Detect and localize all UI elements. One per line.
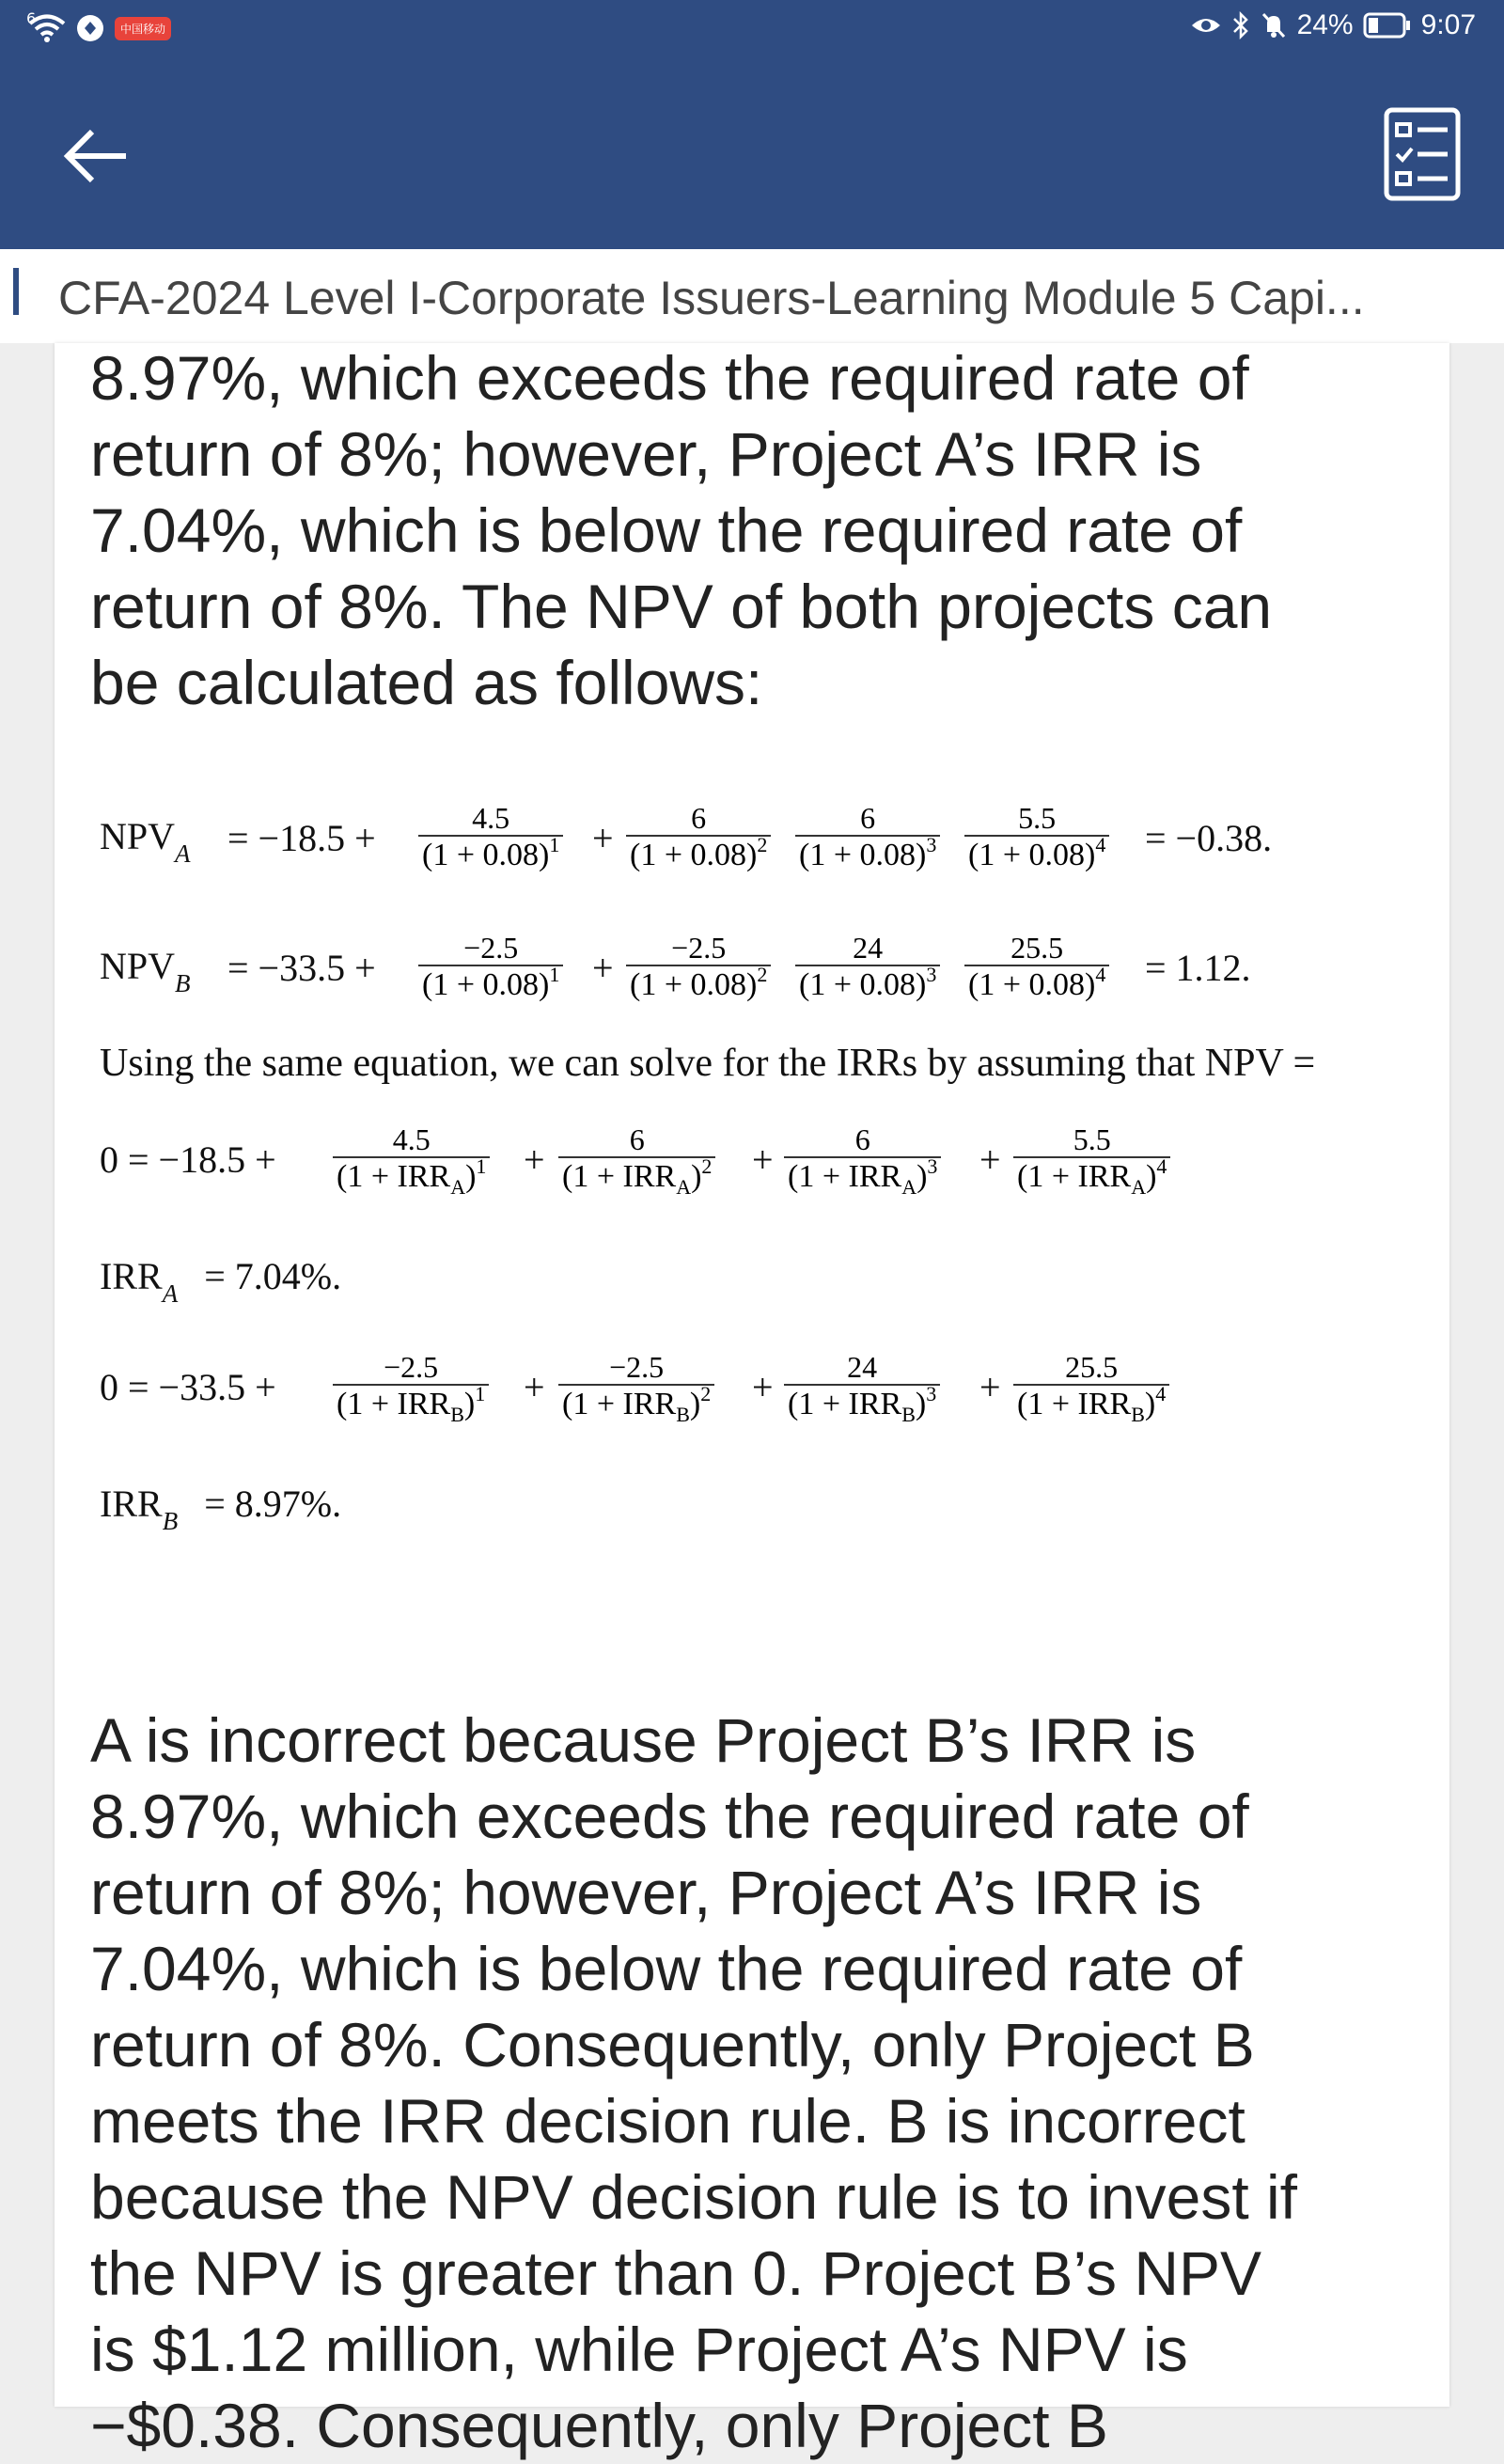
battery-percent: 24% — [1296, 9, 1354, 40]
npv-a-label: $NPV_A$ — [100, 815, 191, 868]
title-accent — [13, 268, 19, 315]
eye-icon — [1190, 14, 1222, 37]
checklist-icon[interactable] — [1384, 107, 1461, 201]
clock: 9:07 — [1420, 9, 1476, 40]
npv-a-frac-1: $\frac{4.5}{(1 + 0.08)^1}$ — [418, 801, 563, 877]
irr-b-frac-1: −2.5 $(1 + IRR_B)^1$ — [333, 1350, 489, 1426]
npv-b-eq: = −33.5 + — [227, 947, 376, 989]
plus-sign: + — [752, 1138, 774, 1181]
npv-b-result: = 1.12. — [1145, 947, 1251, 989]
irr-a-value: $IRR_A = 7.04\%$. — [100, 1255, 342, 1308]
paragraph-top: 8.97%, which exceeds the required rate of return of 8%; however, Project A’s IRR is 7.04%, which is below the required rate of return of 8%. The NPV of both projects can be calculated as follows: — [90, 343, 1273, 717]
npv-b-label: $NPV_B$ — [100, 945, 191, 997]
npv-a-result: = −0.38. — [1145, 817, 1273, 859]
irr-b-frac-2: −2.5 $(1 + IRR_B)^2$ — [558, 1350, 714, 1426]
equation-note: Using the same equation, we can solve for the IRRs by assuming that NPV = — [100, 1042, 1316, 1085]
irr-b-value: $IRR_B = 8.97\%$. — [100, 1483, 342, 1535]
plus-sign: + — [524, 1366, 545, 1408]
npv-b-frac-2: $\frac{-2.5}{(1 + 0.08)^2}$ — [626, 931, 771, 1007]
plus-sign: + — [979, 1138, 1001, 1181]
irr-a-frac-2: 6 $(1 + IRR_A)^2$ — [558, 1122, 715, 1199]
battery-icon — [1363, 12, 1412, 39]
carrier-badge: 中国移动 — [115, 17, 171, 40]
plus-sign: + — [592, 817, 614, 859]
plus-sign: + — [524, 1138, 545, 1181]
irr-b-eq: 0 = −33.5 + — [100, 1366, 276, 1408]
bluetooth-icon — [1231, 11, 1250, 39]
plus-sign: + — [592, 947, 614, 989]
plus-sign: + — [752, 1366, 774, 1408]
app-bar — [0, 56, 1504, 249]
irr-a-frac-1: 4.5 $(1 + IRR_A)^1$ — [333, 1122, 490, 1199]
mute-bell-icon — [1260, 11, 1288, 39]
irr-b-frac-4: 25.5 $(1 + IRR_B)^4$ — [1013, 1350, 1169, 1426]
vpn-icon — [75, 13, 105, 43]
npv-a-frac-4: $\frac{5.5}{(1 + 0.08)^4}$ — [964, 801, 1109, 877]
irr-b-frac-3: 24 $(1 + IRR_B)^3$ — [784, 1350, 940, 1426]
back-arrow-icon[interactable] — [60, 120, 132, 192]
paragraph-bottom: A is incorrect because Project B’s IRR is 8.97%, which exceeds the required rate of return of 8%; however, Project A’s IRR is 7.04%, which is below the required rate of return of 8%. Consequently, only Project B meets the IRR decision rule. B is incorrect because the NPV decision rule is to invest if the NPV is greater than 0. Project B’s NPV is $1.12 million, while Project A’s NPV is −$0.38. Consequently, only Project B — [90, 1705, 1298, 2460]
npv-a-eq: = −18.5 + — [227, 817, 376, 859]
signal-label: 6 — [26, 9, 37, 27]
npv-b-frac-1: $\frac{-2.5}{(1 + 0.08)^1}$ — [418, 931, 563, 1007]
irr-a-eq: 0 = −18.5 + — [100, 1138, 276, 1181]
npv-a-frac-2: $\frac{6}{(1 + 0.08)^2}$ — [626, 801, 771, 877]
plus-sign: + — [979, 1366, 1001, 1408]
status-bar — [0, 0, 1504, 56]
npv-b-frac-3: $\frac{24}{(1 + 0.08)^3}$ — [795, 931, 940, 1007]
irr-a-frac-3: 6 $(1 + IRR_A)^3$ — [784, 1122, 941, 1199]
irr-a-frac-4: 5.5 $(1 + IRR_A)^4$ — [1013, 1122, 1170, 1199]
npv-a-frac-3: $\frac{6}{(1 + 0.08)^3}$ — [795, 801, 940, 877]
document-title-bar — [0, 249, 1504, 343]
npv-b-frac-4: $\frac{25.5}{(1 + 0.08)^4}$ — [964, 931, 1109, 1007]
document-title[interactable]: CFA-2024 Level I-Corporate Issuers-Learning Module 5 Capi... — [58, 272, 1365, 324]
